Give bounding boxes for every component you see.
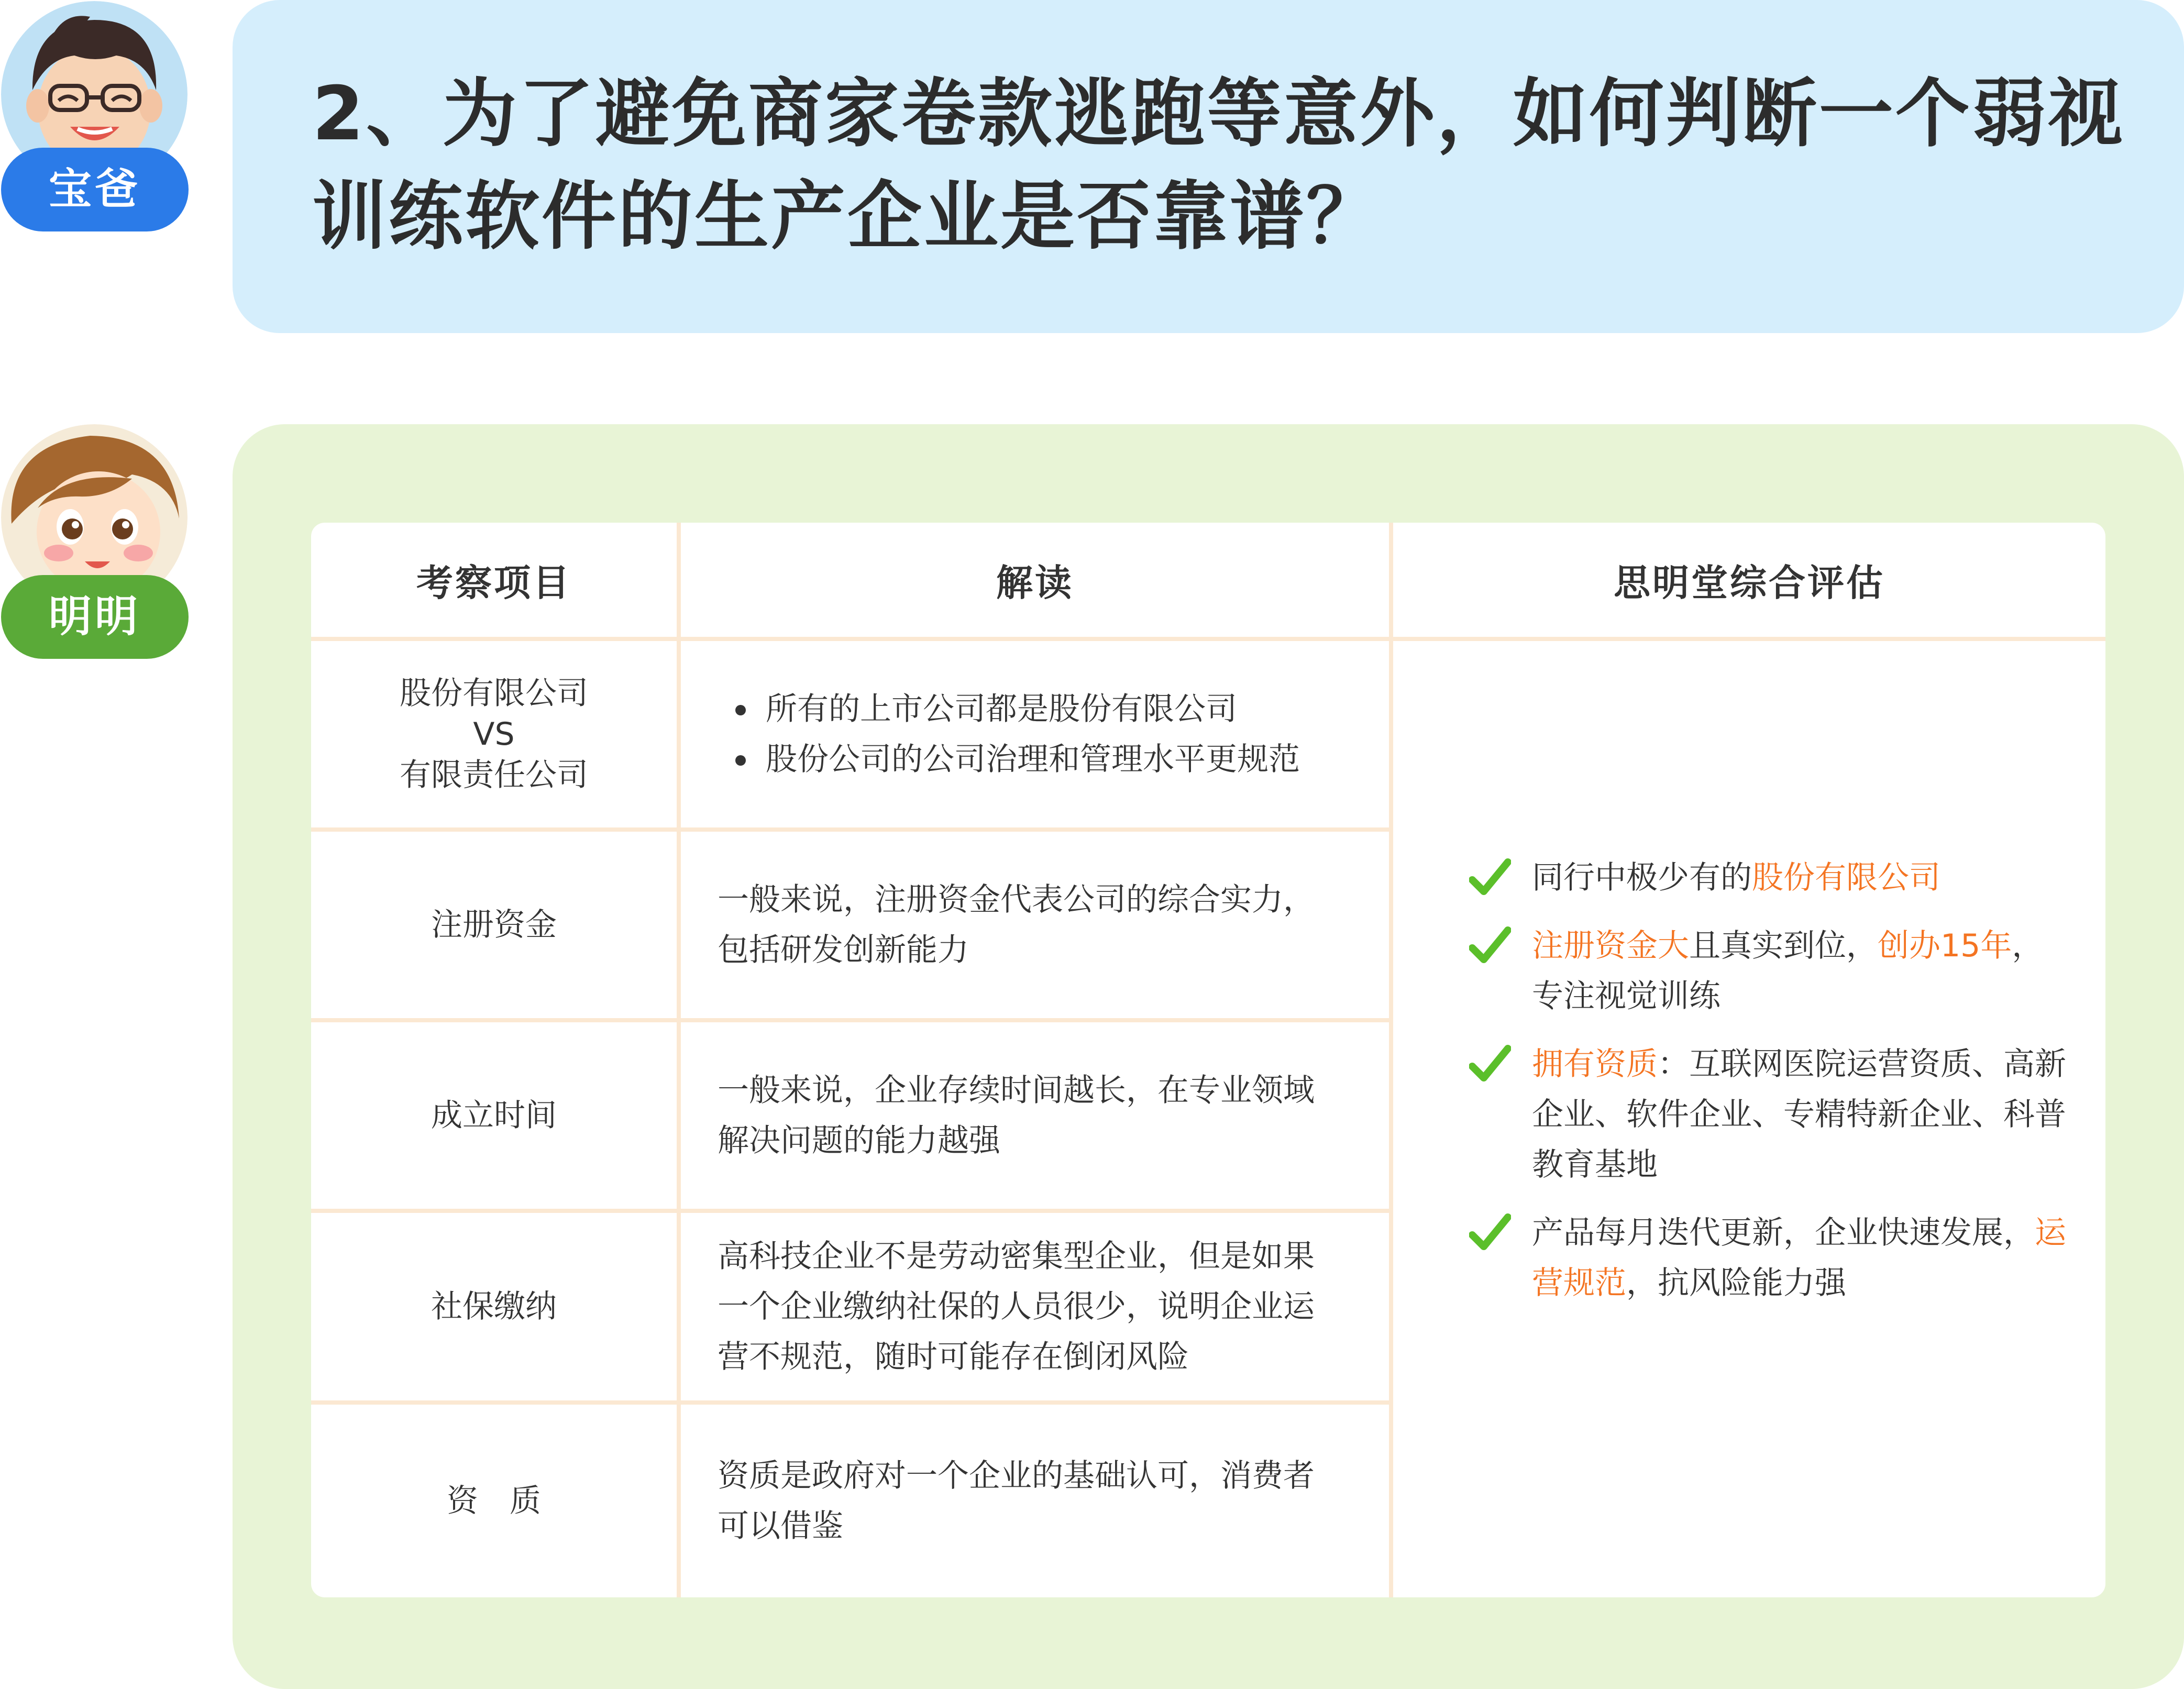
answer-card (233, 424, 2184, 1689)
evaluation-highlight: 拥有资质 (1532, 1046, 1658, 1083)
header-divider (311, 637, 2105, 641)
evaluation-item (1469, 853, 2066, 903)
table-row-interpretation (681, 1022, 1389, 1209)
kid-avatar (0, 423, 190, 642)
table-row-interpretation (681, 1405, 1389, 1597)
check-icon (1469, 925, 1511, 967)
interp-line: 一个企业缴纳社保的人员很少，说明企业运 (718, 1288, 1315, 1325)
interp-line: 一般来说，注册资金代表公司的综合实力， (718, 881, 1315, 918)
kid-name-badge: 明明 (1, 575, 189, 659)
check-icon (1469, 857, 1511, 899)
table-row-item (311, 832, 677, 1018)
item-label: 股份有限公司 (400, 675, 588, 712)
evaluation-highlight: 运营规范 (1532, 1215, 2066, 1301)
interp-line: 营不规范，随时可能存在倒闭风险 (718, 1339, 1189, 1375)
interp-line: 一般来说，企业存续时间越长，在专业领域 (718, 1072, 1315, 1109)
row-divider (311, 1400, 1390, 1405)
interp-line: 可以借鉴 (718, 1508, 843, 1544)
evaluation-item (1469, 921, 2066, 1021)
table-row-item (311, 1405, 677, 1597)
table-row-item (311, 1213, 677, 1400)
row-divider (311, 827, 1390, 832)
table-row-item (311, 1022, 677, 1209)
item-label: 资 质 (447, 1483, 541, 1519)
table-row-interpretation (681, 1213, 1389, 1400)
header-cell-interpretation: 解读 (996, 561, 1074, 604)
question-text: 2、为了避免商家卷款逃跑等意外，如何判断一个弱视训练软件的生产企业是否靠谱？ (312, 71, 2125, 260)
dad-avatar (0, 0, 190, 214)
interp-line: 高科技企业不是劳动密集型企业，但是如果 (718, 1238, 1315, 1275)
evaluation-item (1469, 1208, 2066, 1308)
item-label: 有限责任公司 (400, 757, 588, 793)
item-label: 注册资金 (431, 907, 557, 943)
evaluation-text: 且真实到位， (1689, 928, 1878, 964)
header-cell-evaluation: 思明堂综合评估 (1614, 561, 1885, 604)
evaluation-text: ，抗风险能力强 (1626, 1265, 1846, 1301)
dad-name-badge: 宝爸 (1, 148, 189, 231)
row-divider (311, 1018, 1390, 1022)
item-label: 社保缴纳 (431, 1288, 557, 1325)
comparison-table (311, 523, 2105, 1597)
interp-line: 资质是政府对一个企业的基础认可，消费者 (718, 1458, 1315, 1494)
evaluation-highlight: 注册资金大 (1532, 928, 1689, 964)
table-row-interpretation (681, 641, 1389, 827)
table-row-interpretation (681, 832, 1389, 1018)
item-label: VS (473, 716, 515, 753)
interp-line: 解决问题的能力越强 (718, 1122, 1000, 1159)
column-divider (1389, 523, 1393, 1597)
question-bubble (233, 0, 2184, 333)
evaluation-text: 同行中极少有的 (1532, 859, 1752, 896)
evaluation-list (1469, 853, 2066, 1326)
evaluation-item (1469, 1039, 2066, 1190)
header-cell-item: 考察项目 (416, 561, 571, 604)
item-label: 成立时间 (431, 1097, 557, 1134)
row-divider (311, 1209, 1390, 1213)
column-divider (677, 523, 681, 1597)
evaluation-text: ：互联网医院运营资质、高新企业、软件企业、专精特新企业、科普教育基地 (1532, 1046, 2066, 1183)
evaluation-text: ，专注视觉训练 (1532, 928, 2044, 1014)
evaluation-highlight: 股份有限公司 (1752, 859, 1940, 896)
bullet-list (730, 684, 1300, 785)
list-item: 股份公司的公司治理和管理水平更规范 (730, 734, 1300, 785)
evaluation-text: 产品每月迭代更新，企业快速发展， (1532, 1215, 2035, 1251)
interp-line: 包括研发创新能力 (718, 932, 969, 968)
check-icon (1469, 1043, 1511, 1085)
evaluation-highlight: 创办15年 (1878, 928, 2012, 964)
list-item: 所有的上市公司都是股份有限公司 (730, 684, 1300, 734)
table-row-item (311, 641, 677, 827)
check-icon (1469, 1212, 1511, 1254)
